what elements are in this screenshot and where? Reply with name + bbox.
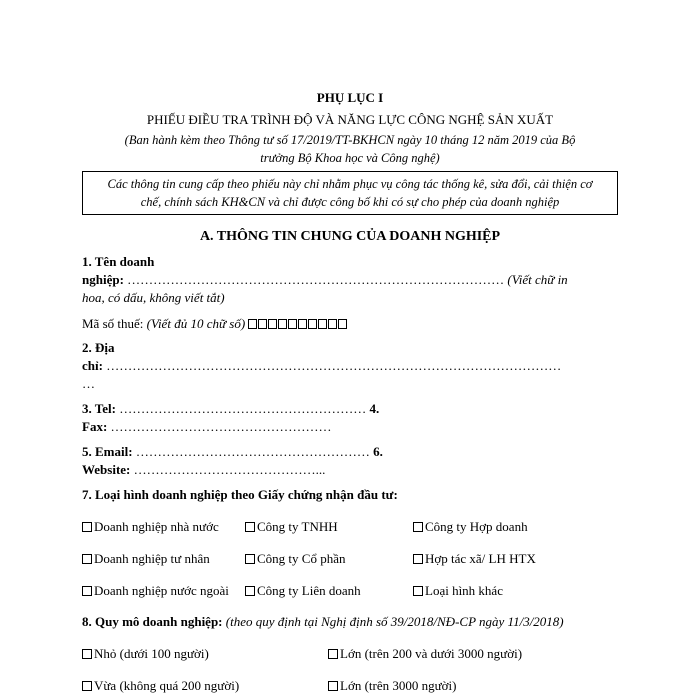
tel-label: 3. Tel: xyxy=(82,401,116,416)
option-size-large-3000[interactable] xyxy=(328,678,456,694)
checkbox-icon[interactable] xyxy=(413,522,423,532)
tax-digit-box[interactable] xyxy=(268,319,277,329)
confidentiality-notice xyxy=(82,171,618,215)
subtitle-line-1: (Ban hành kèm theo Thông tư số 17/2019/TT-BKHCN ngày 10 tháng 12 năm 2019 của Bộ xyxy=(124,133,576,147)
email-dots[interactable]: ……………………………………………… xyxy=(132,444,370,459)
company-name-row[interactable] xyxy=(82,272,568,288)
email-row[interactable] xyxy=(82,444,383,460)
option-size-small[interactable] xyxy=(82,646,209,662)
option-label: Công ty Hợp doanh xyxy=(425,519,528,534)
option-size-medium[interactable] xyxy=(82,678,239,694)
checkbox-icon[interactable] xyxy=(82,554,92,564)
checkbox-icon[interactable] xyxy=(82,649,92,659)
checkbox-icon[interactable] xyxy=(245,586,255,596)
address-dots[interactable]: …………………………………………………………………………………………… xyxy=(102,358,562,373)
address-dots-cont: … xyxy=(82,376,95,391)
tax-digit-box[interactable] xyxy=(258,319,267,329)
section-a-heading: A. THÔNG TIN CHUNG CỦA DOANH NGHIỆP xyxy=(199,229,501,244)
num-4: 4. xyxy=(366,401,380,416)
tax-digit-box[interactable] xyxy=(278,319,287,329)
q8-row xyxy=(82,614,564,630)
tax-digit-box[interactable] xyxy=(328,319,337,329)
tel-dots[interactable]: ………………………………………………… xyxy=(115,401,367,416)
company-name-dots[interactable]: …………………………………………………………………………… xyxy=(123,272,505,287)
option-other-type[interactable] xyxy=(413,583,503,599)
option-state-enterprise[interactable] xyxy=(82,519,219,535)
company-name-label-2: nghiệp: xyxy=(82,272,124,287)
address-label-2: chỉ: xyxy=(82,358,103,373)
q7-label: 7. Loại hình doanh nghiệp theo Giấy chứng nhận đầu tư: xyxy=(82,487,398,502)
option-private-enterprise[interactable] xyxy=(82,551,210,567)
option-label: Lớn (trên 200 và dưới 3000 người) xyxy=(340,646,523,661)
tax-digit-box[interactable] xyxy=(308,319,317,329)
option-foreign-enterprise[interactable] xyxy=(82,583,229,599)
company-name-hint-1: (Viết chữ in xyxy=(507,272,568,287)
option-joint-stock[interactable] xyxy=(245,551,345,567)
option-size-large-200-3000[interactable] xyxy=(328,646,522,662)
address-label-1: 2. Địa xyxy=(82,340,115,355)
checkbox-icon[interactable] xyxy=(328,649,338,659)
checkbox-icon[interactable] xyxy=(413,554,423,564)
option-label: Loại hình khác xyxy=(425,583,503,598)
subtitle-line-2: trưởng Bộ Khoa học và Công nghệ) xyxy=(260,151,440,165)
option-label: Doanh nghiệp nước ngoài xyxy=(94,583,229,598)
tax-code-label: Mã số thuế: xyxy=(82,316,147,331)
option-label: Công ty Liên doanh xyxy=(257,583,361,598)
checkbox-icon[interactable] xyxy=(328,681,338,691)
option-label: Vừa (không quá 200 người) xyxy=(94,678,240,693)
option-joint-venture[interactable] xyxy=(245,583,361,599)
option-label: Doanh nghiệp nhà nước xyxy=(94,519,219,534)
tax-digit-box[interactable] xyxy=(298,319,307,329)
fax-label: Fax: xyxy=(82,419,108,434)
checkbox-icon[interactable] xyxy=(245,554,255,564)
option-label: Hợp tác xã/ LH HTX xyxy=(425,551,536,566)
notice-line-1: Các thông tin cung cấp theo phiếu này chỉ nhằm phục vụ công tác thống kê, sửa đổi, cải thiện cơ xyxy=(107,177,593,191)
checkbox-icon[interactable] xyxy=(82,681,92,691)
option-label: Công ty Cổ phần xyxy=(257,551,346,566)
email-label: 5. Email: xyxy=(82,444,133,459)
q8-label: 8. Quy mô doanh nghiệp: xyxy=(82,614,223,629)
address-row[interactable] xyxy=(82,358,561,374)
tax-digit-box[interactable] xyxy=(338,319,347,329)
option-label: Công ty TNHH xyxy=(257,519,338,534)
fax-dots[interactable]: …………………………………………… xyxy=(107,419,332,434)
checkbox-icon[interactable] xyxy=(413,586,423,596)
option-label: Lớn (trên 3000 người) xyxy=(340,678,457,693)
website-row[interactable] xyxy=(82,462,325,478)
tax-code-row[interactable] xyxy=(82,316,348,333)
tax-digit-box[interactable] xyxy=(318,319,327,329)
form-title: PHIẾU ĐIỀU TRA TRÌNH ĐỘ VÀ NĂNG LỰC CÔNG NGHỆ SẢN XUẤT xyxy=(146,112,554,127)
tel-row[interactable] xyxy=(82,401,379,417)
tax-code-boxes[interactable] xyxy=(248,317,348,333)
option-label: Nhỏ (dưới 100 người) xyxy=(94,646,209,661)
checkbox-icon[interactable] xyxy=(82,522,92,532)
tax-code-hint: (Viết đủ 10 chữ số) xyxy=(146,316,246,331)
option-partnership[interactable] xyxy=(413,519,528,535)
website-dots[interactable]: ……………………………………... xyxy=(130,462,326,477)
fax-row[interactable] xyxy=(82,419,332,435)
notice-line-2: chế, chính sách KH&CN và chỉ được công bố khi có sự cho phép của doanh nghiệp xyxy=(140,195,560,209)
checkbox-icon[interactable] xyxy=(245,522,255,532)
num-6: 6. xyxy=(369,444,383,459)
checkbox-icon[interactable] xyxy=(82,586,92,596)
appendix-title: PHỤ LỤC I xyxy=(316,90,384,105)
website-label: Website: xyxy=(82,462,131,477)
option-cooperative[interactable] xyxy=(413,551,536,567)
tax-digit-box[interactable] xyxy=(248,319,257,329)
company-name-label-1: 1. Tên doanh xyxy=(82,254,155,269)
company-name-hint-2: hoa, có dấu, không viết tắt) xyxy=(82,290,225,305)
q8-hint: (theo quy định tại Nghị định số 39/2018/NĐ-CP ngày 11/3/2018) xyxy=(222,614,564,629)
option-llc[interactable] xyxy=(245,519,338,535)
option-label: Doanh nghiệp tư nhân xyxy=(94,551,210,566)
tax-digit-box[interactable] xyxy=(288,319,297,329)
